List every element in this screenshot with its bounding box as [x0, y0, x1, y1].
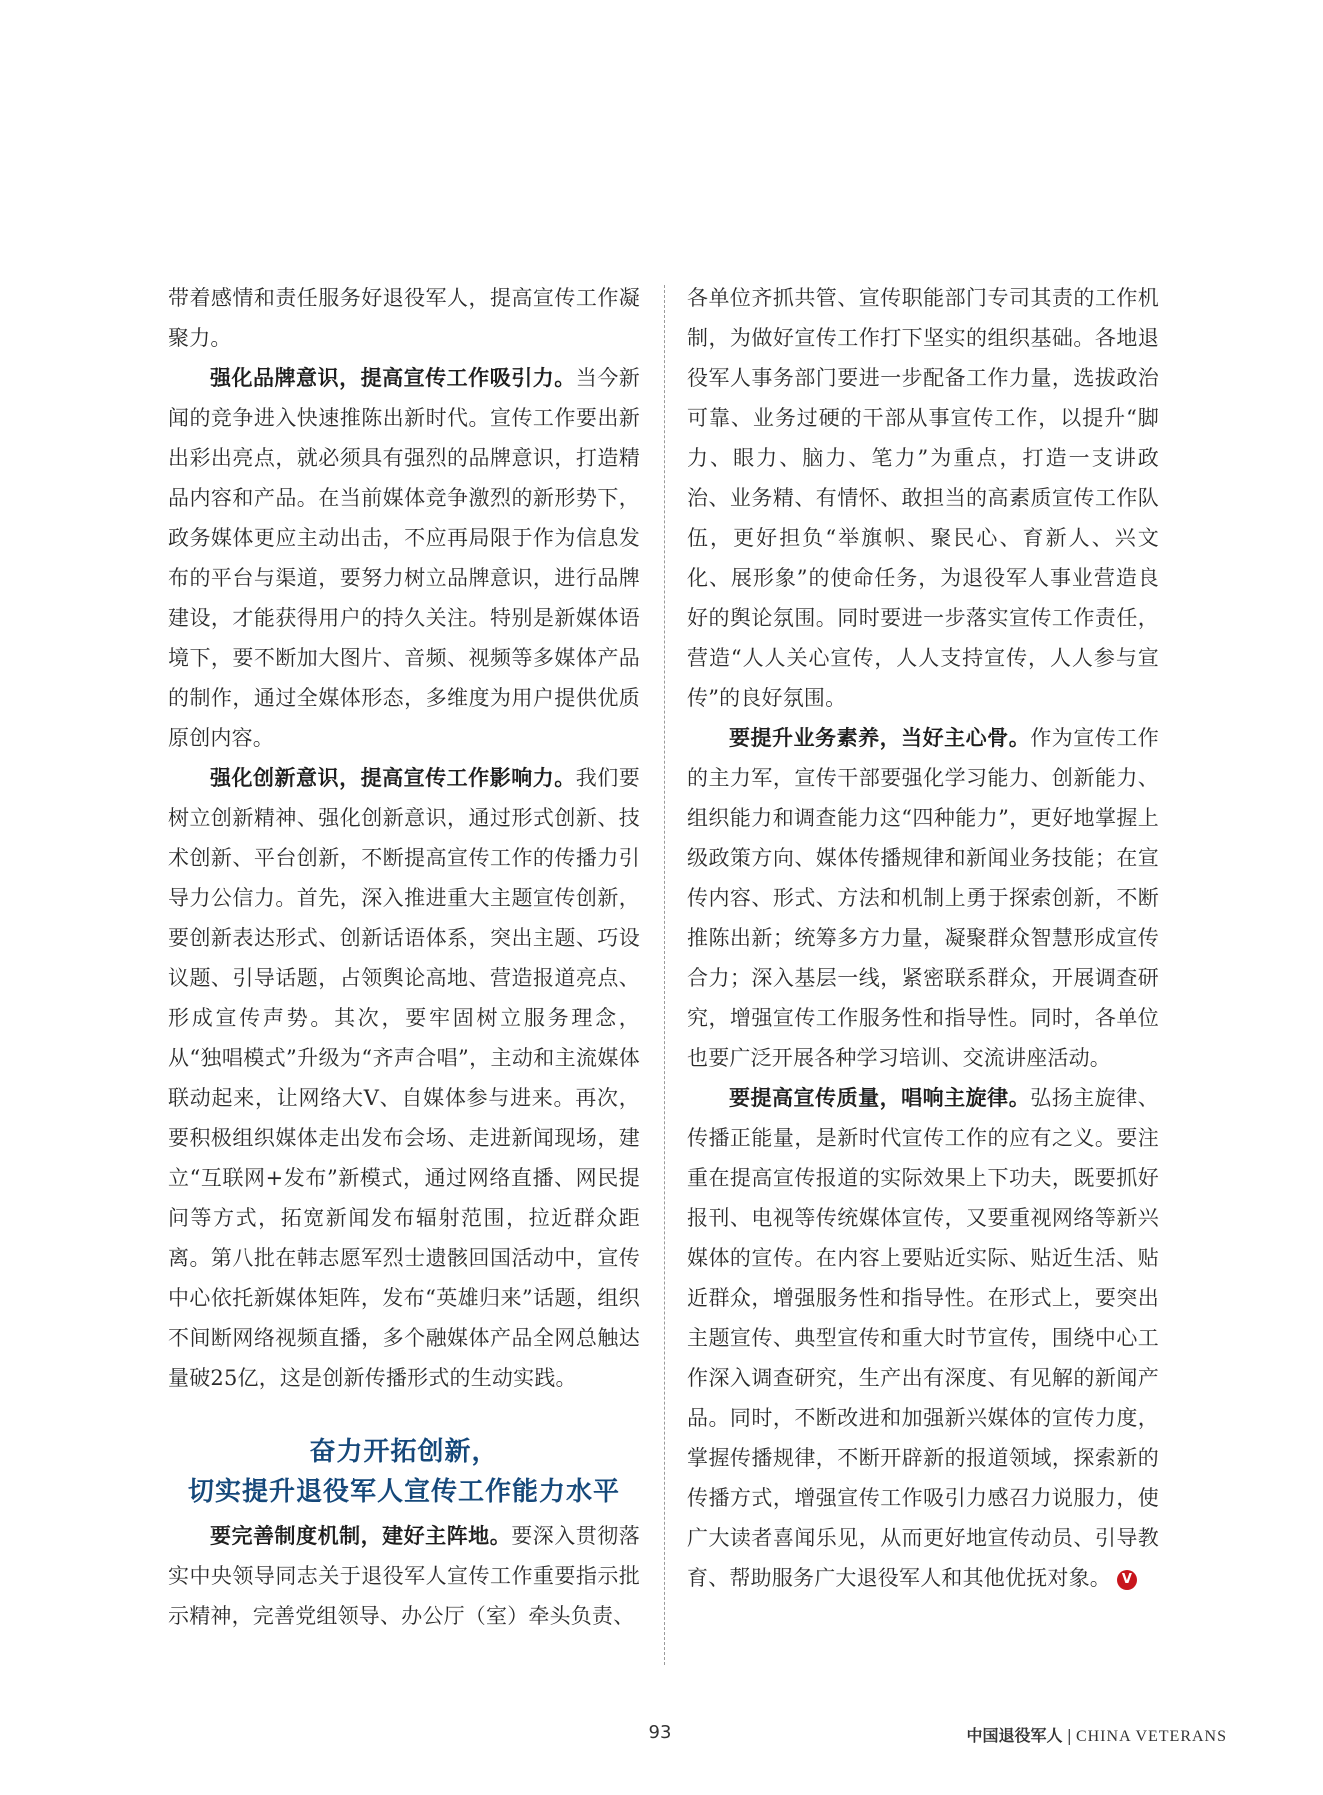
left-column — [168, 278, 640, 1636]
paragraph-lead: 要提升业务素养，当好主心骨。 — [729, 726, 1031, 750]
paragraph — [687, 718, 1159, 1078]
footer-separator: | — [1066, 1726, 1072, 1745]
paragraph-lead: 强化品牌意识，提高宣传工作吸引力。 — [210, 366, 576, 390]
magazine-footer — [967, 1723, 1227, 1746]
magazine-name-cn: 中国退役军人 — [966, 1726, 1063, 1745]
paragraph-lead: 要提高宣传质量，唱响主旋律。 — [729, 1086, 1031, 1110]
paragraph-lead: 要完善制度机制，建好主阵地。 — [210, 1524, 512, 1548]
paragraph-body: 弘扬主旋律、传播正能量，是新时代宣传工作的应有之义。要注重在提高宣传报道的实际效果上下功夫，既要抓好报刊、电视等传统媒体宣传，又要重视网络等新兴媒体的宣传。在内容上要贴近实际、贴近生活、贴近群众，增强服务性和指导性。在形式上，要突出主题宣传、典型宣传和重大时节宣传，围绕中心工作深入调查研究，生产出有深度、有见解的新闻产品。同时，不断改进和加强新兴媒体的宣传力度，掌握传播规律，不断开辟新的报道领域，探索新的传播方式，增强宣传工作吸引力感召力说服力，使广大读者喜闻乐见，从而更好地宣传动员、引导教育、帮助服务广大退役军人和其他优抚对象。 — [687, 1086, 1159, 1590]
paragraph — [168, 358, 640, 758]
paragraph: 各单位齐抓共管、宣传职能部门专司其责的工作机制，为做好宣传工作打下坚实的组织基础。各地退役军人事务部门要进一步配备工作力量，选拔政治可靠、业务过硬的干部从事宣传工作，以提升“脚力、眼力、脑力、笔力”为重点，打造一支讲政治、业务精、有情怀、敢担当的高素质宣传工作队伍，更好担负“举旗帜、聚民心、育新人、兴文化、展形象”的使命任务，为退役军人事业营造良好的舆论氛围。同时要进一步落实宣传工作责任，营造“人人关心宣传，人人支持宣传，人人参与宣传”的良好氛围。 — [687, 286, 1159, 710]
paragraph — [168, 758, 640, 1398]
paragraph-lead: 强化创新意识，提高宣传工作影响力。 — [210, 766, 576, 790]
paragraph-body: 当今新闻的竞争进入快速推陈出新时代。宣传工作要出新出彩出亮点，就必须具有强烈的品牌意识，打造精品内容和产品。在当前媒体竞争激烈的新形势下，政务媒体更应主动出击，不应再局限于作为信息发布的平台与渠道，要努力树立品牌意识，进行品牌建设，才能获得用户的持久关注。特别是新媒体语境下，要不断加大图片、音频、视频等多媒体产品的制作，通过全媒体形态，多维度为用户提供优质原创内容。 — [168, 366, 640, 750]
paragraph: 带着感情和责任服务好退役军人，提高宣传工作凝聚力。 — [168, 286, 640, 350]
paragraph-body: 我们要树立创新精神、强化创新意识，通过形式创新、技术创新、平台创新，不断提高宣传工作的传播力引导力公信力。首先，深入推进重大主题宣传创新，要创新表达形式、创新话语体系，突出主题、巧设议题、引导话题，占领舆论高地、营造报道亮点、形成宣传声势。其次，要牢固树立服务理念，从“独唱模式”升级为“齐声合唱”，主动和主流媒体联动起来，让网络大V、自媒体参与进来。再次，要积极组织媒体走出发布会场、走进新闻现场，建立“互联网+发布”新模式，通过网络直播、网民提问等方式，拓宽新闻发布辐射范围，拉近群众距离。第八批在韩志愿军烈士遗骸回国活动中，宣传中心依托新媒体矩阵，发布“英雄归来”话题，组织不间断网络视频直播，多个融媒体产品全网总触达量破25亿，这是创新传播形式的生动实践。 — [168, 766, 640, 1390]
section-heading-line-2: 切实提升退役军人宣传工作能力水平 — [187, 1477, 620, 1507]
paragraph-body: 要深入贯彻落实中央领导同志关于退役军人宣传工作重要指示批示精神，完善党组领导、办公厅（室）牵头负责、 — [168, 1524, 640, 1628]
page-number: 93 — [648, 1722, 672, 1743]
paragraph — [168, 1516, 640, 1636]
end-mark-icon: V — [1117, 1570, 1137, 1590]
section-heading — [168, 1432, 640, 1512]
paragraph — [687, 1078, 1159, 1598]
right-column — [687, 278, 1159, 1598]
column-divider — [664, 285, 665, 1665]
paragraph-body: 作为宣传工作的主力军，宣传干部要强化学习能力、创新能力、组织能力和调查能力这“四种能力”，更好地掌握上级政策方向、媒体传播规律和新闻业务技能；在宣传内容、形式、方法和机制上勇于探索创新，不断推陈出新；统筹多方力量，凝聚群众智慧形成宣传合力；深入基层一线，紧密联系群众，开展调查研究，增强宣传工作服务性和指导性。同时，各单位也要广泛开展各种学习培训、交流讲座活动。 — [687, 726, 1159, 1070]
section-heading-line-1: 奋力开拓创新， — [309, 1437, 499, 1467]
magazine-name-en: CHINA VETERANS — [1075, 1728, 1227, 1745]
